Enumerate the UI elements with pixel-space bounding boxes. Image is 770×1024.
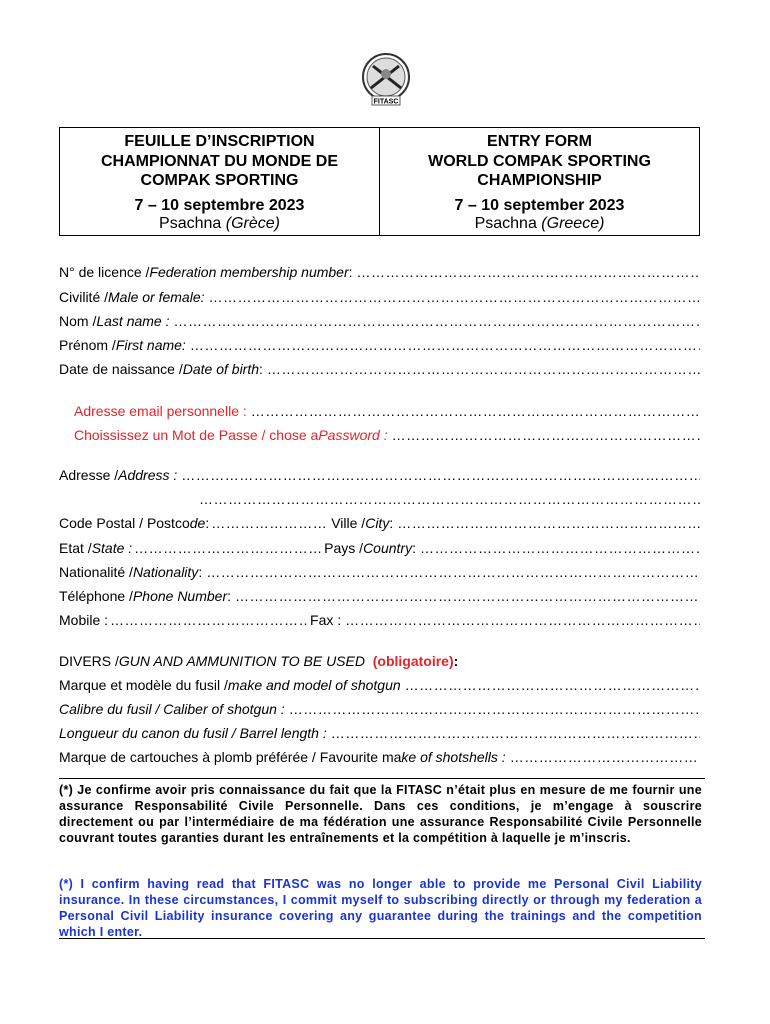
- civility-input-line[interactable]: [209, 288, 701, 306]
- fax-input-line[interactable]: [345, 611, 700, 629]
- barrel-input-line[interactable]: [331, 724, 700, 742]
- mobile-fax-field[interactable]: Mobile : ………………………………………………………………………………………………………………………… Fax : …………………………………………………………………………………………………………………………………………………………………………………………: [59, 611, 700, 629]
- barrel-field[interactable]: Longueur du canon du fusil / Barrel length : …………………………………………………………………………………………………………………………………………………………………………………………: [59, 724, 700, 742]
- bottom-rule: [59, 938, 705, 939]
- header-en-dates: 7 – 10 september 2023: [454, 197, 625, 214]
- fitasc-logo: [359, 52, 413, 108]
- header-fr-dates: 7 – 10 septembre 2023: [134, 197, 305, 214]
- state-country-field[interactable]: Etat / State : ………………………………………………………………………………………………………………………… Pays / Country : …………………………………………………………………………………………………………………………………………………………………………………………: [59, 539, 700, 557]
- disclaimer-english: (*) I confirm having read that FITASC was no longer able to provide me Personal Civil Liability insurance. In these circumstances, I commit myself to subscribing directly or through my federation a Personal Civil Liability insurance covering any guarantee during the trainings and the competition which I enter.: [59, 877, 702, 939]
- address-input-line-2[interactable]: [199, 490, 700, 508]
- password-input-line[interactable]: [392, 426, 700, 444]
- licence-input-line[interactable]: [357, 263, 700, 281]
- state-input-line[interactable]: [134, 539, 322, 557]
- header-fr-place: Psachna (Grèce): [159, 215, 280, 232]
- civility-field[interactable]: Civilité / Male or female: …………………………………………………………………………………………………………………………………………………………………………………………: [59, 288, 700, 306]
- mandatory-badge: (obligatoire): [372, 653, 454, 669]
- header-en-line3: CHAMPIONSHIP: [477, 172, 602, 189]
- firstname-field[interactable]: Prénom / First name: …………………………………………………………………………………………………………………………………………………………………………………………: [59, 336, 700, 354]
- password-field[interactable]: Choississez un Mot de Passe / chose a Password : …………………………………………………………………………………………………………………………………………………………………………………………: [74, 426, 700, 444]
- lastname-input-line[interactable]: [174, 312, 701, 330]
- lastname-field[interactable]: Nom / Last name : …………………………………………………………………………………………………………………………………………………………………………………………: [59, 312, 700, 330]
- caliber-input-line[interactable]: [289, 700, 700, 718]
- top-rule: [59, 778, 705, 779]
- shotshells-input-line[interactable]: [510, 748, 700, 766]
- phone-input-line[interactable]: [235, 587, 700, 605]
- dob-field[interactable]: Date de naissance / Date of birth : …………………………………………………………………………………………………………………………………………………………………………………………: [59, 360, 700, 378]
- postal-input-line[interactable]: [211, 514, 329, 532]
- mobile-input-line[interactable]: [110, 611, 308, 629]
- nationality-field[interactable]: Nationalité / Nationality : …………………………………………………………………………………………………………………………………………………………………………………………: [59, 563, 700, 581]
- shotshells-field[interactable]: Marque de cartouches à plomb préférée / Favourite ma ke of shotshells : …………………………………………………………………………………………………………………………………………………………………………………………: [59, 748, 700, 766]
- logo-text: FITASC: [373, 98, 399, 106]
- address-field[interactable]: Adresse / Address : …………………………………………………………………………………………………………………………………………………………………………………………: [59, 466, 700, 484]
- postal-city-field[interactable]: Code Postal / Postco de : ………………………………………………………………………………………………………………………… Ville / City : …………………………………………………………………………………………………………………………………………………………………………………………: [59, 514, 700, 532]
- country-input-line[interactable]: [420, 539, 700, 557]
- email-input-line[interactable]: [251, 402, 700, 420]
- header-table: [59, 127, 700, 236]
- disclaimer-french: (*) Je confirme avoir pris connaissance du fait que la FITASC n’était plus en mesure de me fournir une assurance Responsabilité Civile Personnelle. Dans ces conditions, je m’engage à souscrire directement ou par l’intermédiaire de ma fédération une assurance Responsabilité Civile Personnelle couvrant toutes garanties durant les entraînements et la compétition à laquelle je m’inscris.: [59, 783, 702, 845]
- header-fr-line1: FEUILLE D’INSCRIPTION: [124, 133, 315, 150]
- header-fr-line3: COMPAK SPORTING: [140, 172, 299, 189]
- city-input-line[interactable]: [397, 514, 700, 532]
- header-en-line1: ENTRY FORM: [487, 133, 592, 150]
- firstname-input-line[interactable]: [190, 336, 700, 354]
- phone-field[interactable]: Téléphone / Phone Number : …………………………………………………………………………………………………………………………………………………………………………………………: [59, 587, 700, 605]
- shotgun-make-field[interactable]: Marque et modèle du fusil / make and model of shotgun …………………………………………………………………………………………………………………………………………………………………………………………: [59, 676, 700, 694]
- header-english: [379, 128, 699, 235]
- dob-input-line[interactable]: [267, 360, 700, 378]
- shotgun-make-input-line[interactable]: [405, 676, 700, 694]
- address-line2[interactable]: [199, 490, 700, 508]
- header-en-line2: WORLD COMPAK SPORTING: [428, 153, 651, 170]
- address-input-line[interactable]: [181, 466, 700, 484]
- header-french: [60, 128, 379, 235]
- caliber-field[interactable]: Calibre du fusil / Caliber of shotgun : …………………………………………………………………………………………………………………………………………………………………………………………: [59, 700, 700, 718]
- licence-field[interactable]: N° de licence / Federation membership number : …………………………………………………………………………………………………………………………………………………………………………………………: [59, 263, 700, 281]
- email-field[interactable]: Adresse email personnelle : …………………………………………………………………………………………………………………………………………………………………………………………: [74, 402, 700, 420]
- header-fr-line2: CHAMPIONNAT DU MONDE DE: [100, 153, 339, 170]
- divers-heading: DIVERS / GUN AND AMMUNITION TO BE USED (obligatoire) :: [59, 653, 459, 669]
- nationality-input-line[interactable]: [206, 563, 700, 581]
- header-en-place: Psachna (Greece): [474, 215, 605, 232]
